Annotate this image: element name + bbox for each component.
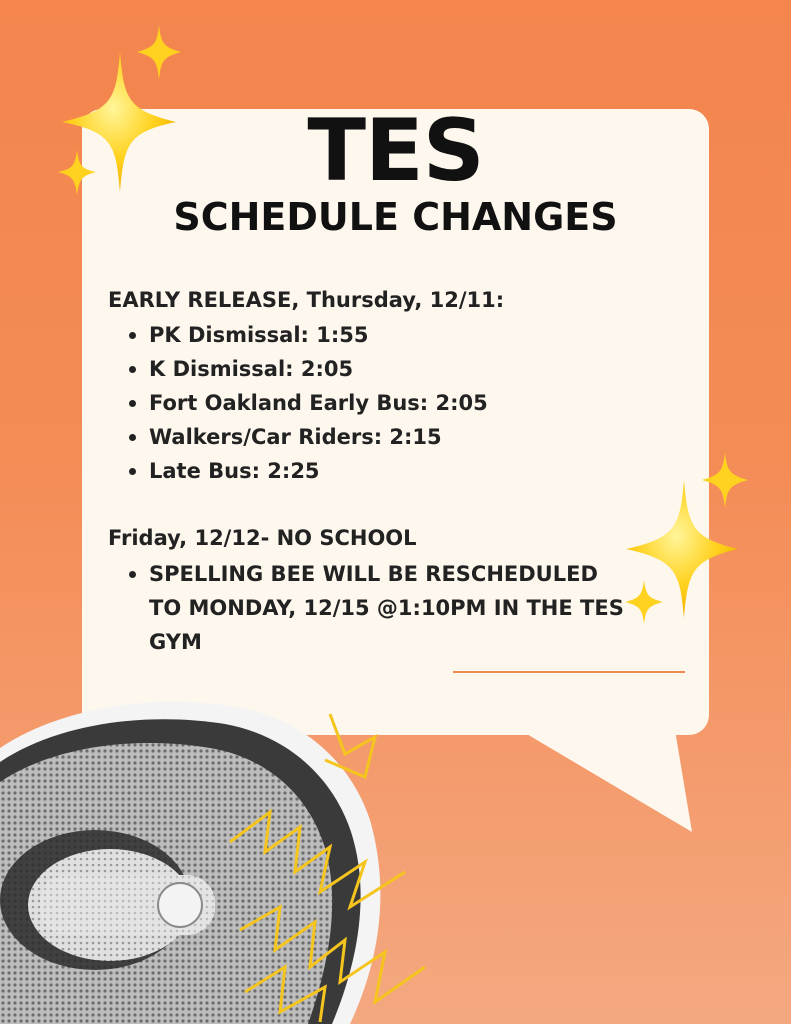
list-item: Walkers/Car Riders: 2:15 — [126, 420, 686, 454]
list-item: SPELLING BEE WILL BE RESCHEDULED TO MONDAY, 12/15 @1:10PM IN THE TES GYM — [126, 557, 626, 659]
page-subtitle: SCHEDULE CHANGES — [173, 195, 618, 239]
list-item: Late Bus: 2:25 — [126, 454, 686, 488]
zigzag-icon — [225, 712, 445, 1024]
sparkle-icon — [625, 580, 663, 624]
list-item: K Dismissal: 2:05 — [126, 352, 686, 386]
no-school-heading: Friday, 12/12- NO SCHOOL — [108, 526, 417, 550]
speech-bubble-tail — [520, 730, 700, 840]
list-item: PK Dismissal: 1:55 — [126, 318, 686, 352]
list-item: Fort Oakland Early Bus: 2:05 — [126, 386, 686, 420]
no-school-list — [126, 557, 626, 659]
sparkle-icon — [58, 150, 96, 195]
early-release-heading: EARLY RELEASE, Thursday, 12/11: — [108, 288, 505, 312]
page-title: TES — [307, 101, 484, 201]
early-release-list — [126, 318, 686, 488]
sparkle-icon — [137, 25, 181, 80]
divider-line — [453, 671, 685, 673]
